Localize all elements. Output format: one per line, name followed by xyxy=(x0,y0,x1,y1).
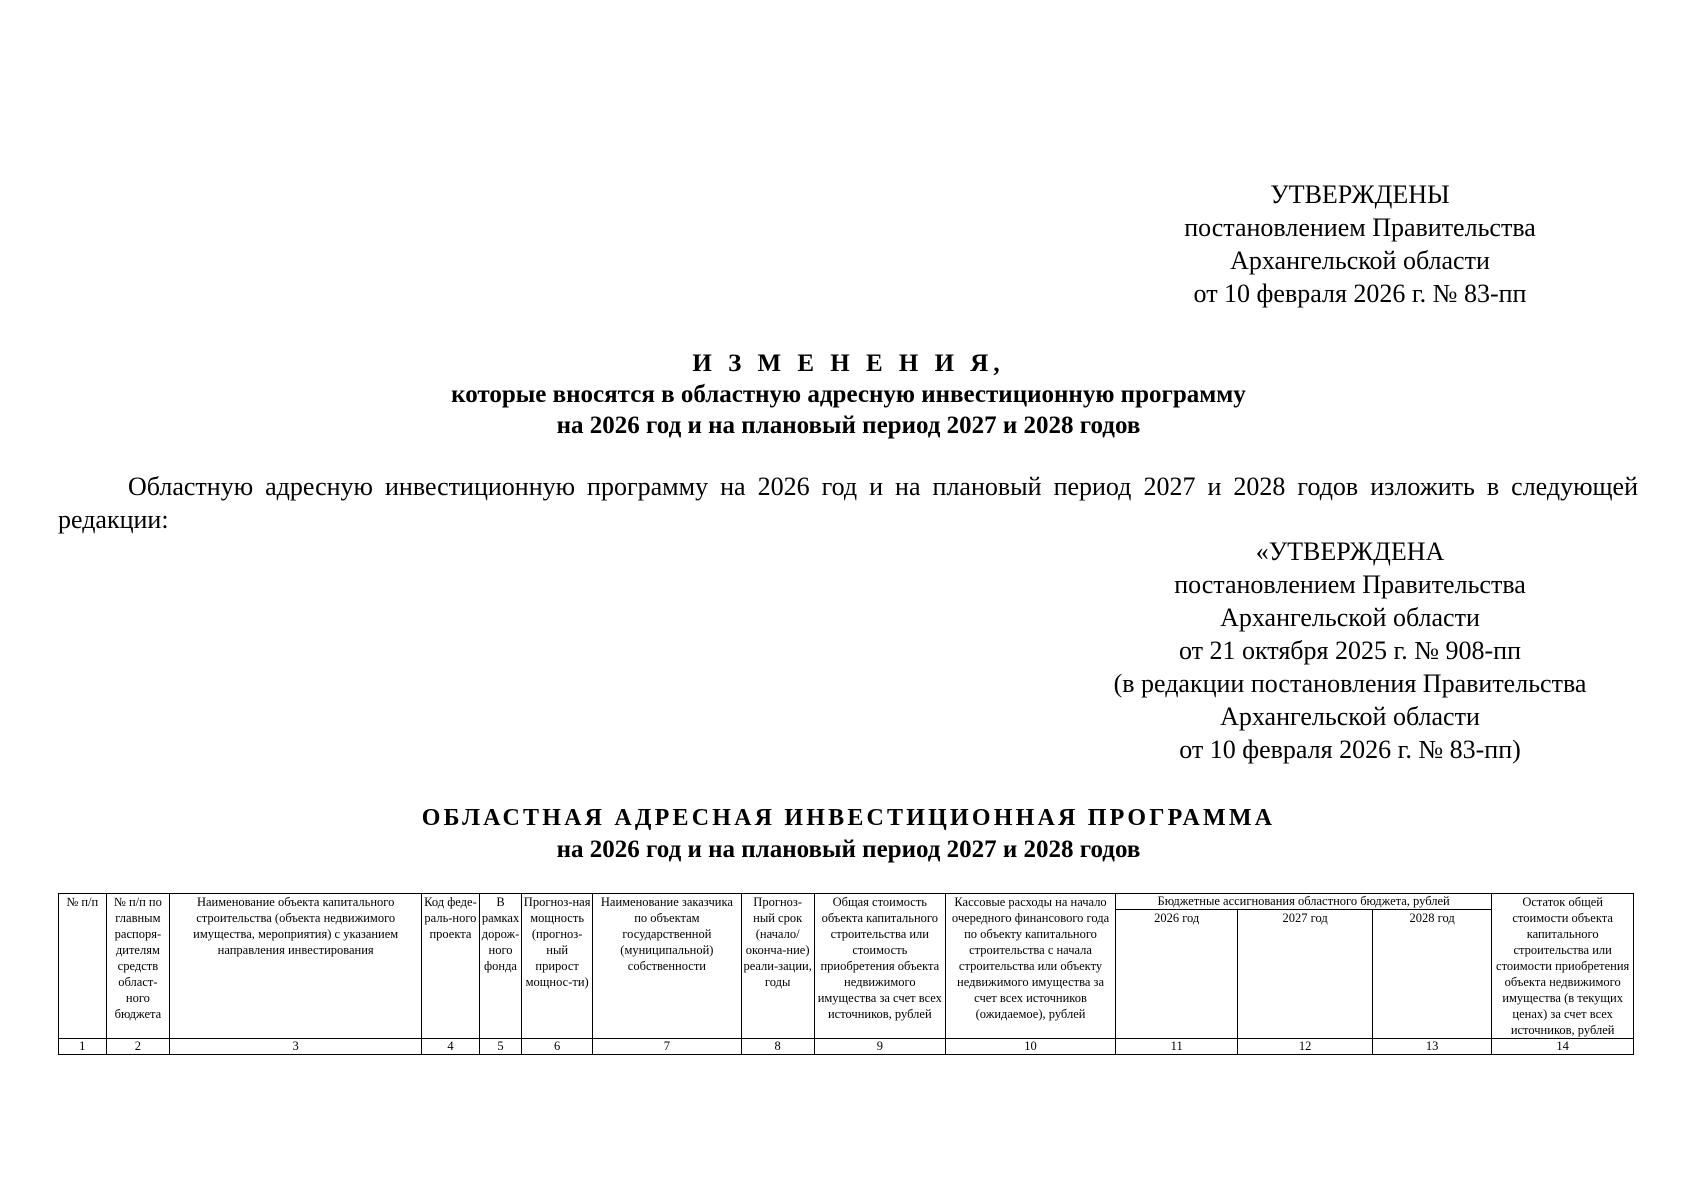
program-heading: ОБЛАСТНАЯ АДРЕСНАЯ ИНВЕСТИЦИОННАЯ ПРОГРАММА xyxy=(421,805,1276,831)
approval-stamp-program xyxy=(1060,535,1640,766)
approval-line: Архангельской области xyxy=(1220,702,1480,731)
column-number: 6 xyxy=(522,1039,593,1055)
approval-line: (в редакции постановления Правительства xyxy=(1113,669,1587,698)
header-col-4: Код феде-раль-ного проекта xyxy=(422,894,480,1039)
header-col-10: Кассовые расходы на начало очередного финансового года по объекту капитального строительства с начала строительства или объекту недвижимого имущества за счет всех источников (ожидаемое), рублей xyxy=(946,894,1116,1039)
header-col-13: 2028 год xyxy=(1372,910,1491,1039)
column-number-row xyxy=(59,1039,1634,1055)
approval-line: постановлением Правительства xyxy=(1184,213,1536,242)
column-number: 5 xyxy=(479,1039,521,1055)
header-col-1: № п/п xyxy=(59,894,107,1039)
changes-subtitle-line1: которые вносятся в областную адресную инвестиционную программу xyxy=(451,381,1246,408)
changes-heading: И З М Е Н Е Н И Я, xyxy=(692,350,1005,377)
column-number: 12 xyxy=(1238,1039,1373,1055)
header-col-3: Наименование объекта капитального строительства (объекта недвижимого имущества, мероприятия) с указанием направления инвестирования xyxy=(170,894,422,1039)
column-number: 14 xyxy=(1492,1039,1634,1055)
program-subheading: на 2026 год и на плановый период 2027 и 2028 годов xyxy=(556,836,1141,863)
header-budget-group: Бюджетные ассигнования областного бюджета, рублей xyxy=(1116,894,1492,910)
approval-line: УТВЕРЖДЕНЫ xyxy=(1270,180,1450,209)
approval-stamp-top xyxy=(1125,178,1595,310)
program-table xyxy=(58,893,1634,1055)
header-col-11: 2026 год xyxy=(1116,910,1238,1039)
approval-line: Архангельской области xyxy=(1230,246,1490,275)
header-col-7: Наименование заказчика по объектам государственной (муниципальной) собственности xyxy=(593,894,742,1039)
column-number: 9 xyxy=(814,1039,946,1055)
column-number: 10 xyxy=(946,1039,1116,1055)
column-number: 2 xyxy=(106,1039,170,1055)
header-col-2: № п/п по главным распоря-дителям средств област-ного бюджета xyxy=(106,894,170,1039)
header-col-8: Прогноз-ный срок (начало/ оконча-ние) реали-зации, годы xyxy=(741,894,814,1039)
header-col-5: В рамках дорож-ного фонда xyxy=(479,894,521,1039)
approval-line: постановлением Правительства xyxy=(1174,570,1526,599)
column-number: 1 xyxy=(59,1039,107,1055)
approval-line: от 21 октября 2025 г. № 908-пп xyxy=(1179,636,1521,665)
column-number: 7 xyxy=(593,1039,742,1055)
program-title xyxy=(0,803,1697,865)
intro-paragraph: Областную адресную инвестиционную программу на 2026 год и на плановый период 2027 и 2028 годов изложить в следующей редакции: xyxy=(58,472,1638,534)
column-number: 11 xyxy=(1116,1039,1238,1055)
approval-line: от 10 февраля 2026 г. № 83-пп xyxy=(1193,279,1527,308)
approval-line: «УТВЕРЖДЕНА xyxy=(1255,537,1445,566)
header-col-14: Остаток общей стоимости объекта капитального строительства или стоимости приобретения объекта недвижимого имущества (в текущих ценах) за счет всех источников, рублей xyxy=(1492,894,1634,1039)
column-number: 13 xyxy=(1372,1039,1491,1055)
header-col-6: Прогноз-ная мощность (прогноз-ный прирост мощнос-ти) xyxy=(522,894,593,1039)
changes-subtitle-line2: на 2026 год и на плановый период 2027 и 2028 годов xyxy=(556,412,1141,439)
approval-line: от 10 февраля 2026 г. № 83-пп) xyxy=(1179,735,1521,764)
column-number: 3 xyxy=(170,1039,422,1055)
column-number: 8 xyxy=(741,1039,814,1055)
column-number: 4 xyxy=(422,1039,480,1055)
changes-title xyxy=(0,348,1697,441)
header-col-9: Общая стоимость объекта капитального строительства или стоимость приобретения объекта недвижимого имущества за счет всех источников, рублей xyxy=(814,894,946,1039)
header-col-12: 2027 год xyxy=(1238,910,1373,1039)
approval-line: Архангельской области xyxy=(1220,603,1480,632)
